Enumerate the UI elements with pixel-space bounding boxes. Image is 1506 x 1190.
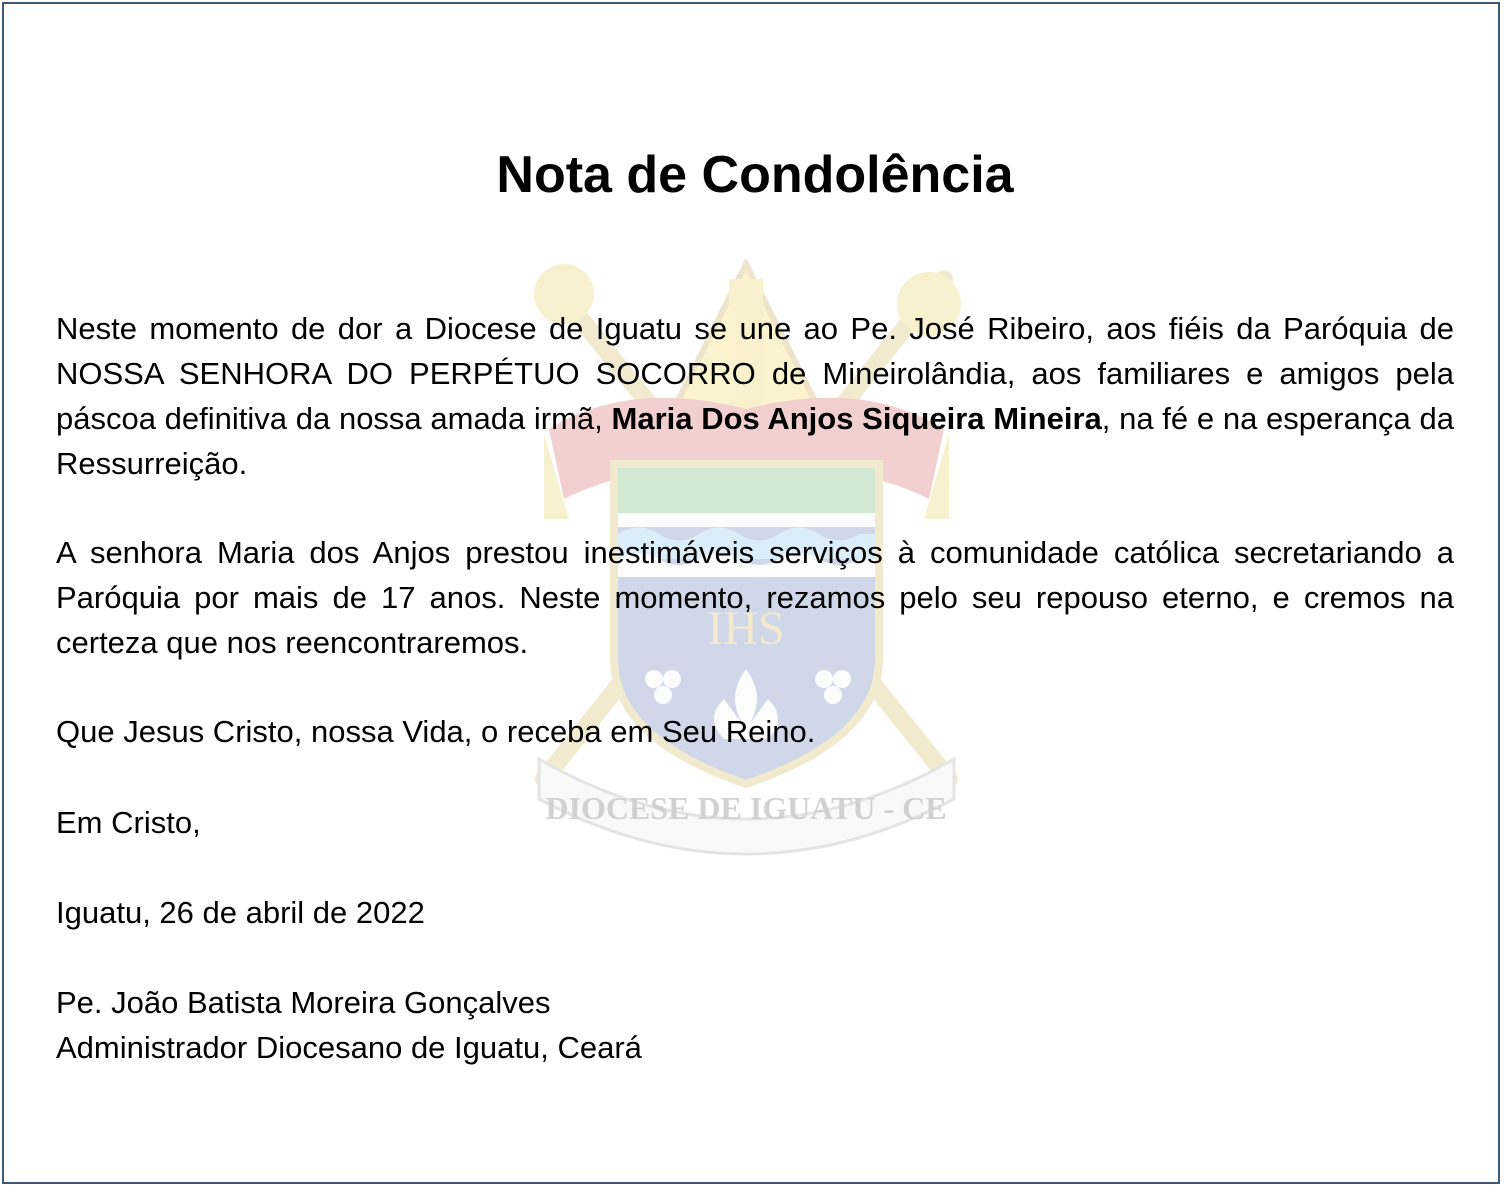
paragraph-condolence [56,306,1454,486]
signatory-title: Administrador Diocesano de Iguatu, Ceará [56,1030,642,1065]
deceased-name: Maria Dos Anjos Siqueira Mineira [611,401,1102,436]
signatory-name: Pe. João Batista Moreira Gonçalves [56,985,551,1020]
paragraph-condolence-end: , na fé e na esperança da Ressurreição. [56,401,1454,481]
document-frame [2,2,1500,1184]
document-title: Nota de Condolência [496,146,1014,204]
paragraph-tribute: A senhora Maria dos Anjos prestou inestimáveis serviços à comunidade católica secretariando a Paróquia por mais de 17 anos. Neste momento, rezamos pelo seu repouso eterno, e cremos na certeza que nos reencontraremos. [56,535,1454,660]
paragraph-condolence-intro: Neste momento de dor a Diocese de Iguatu se une ao Pe. José Ribeiro, aos fiéis da Paróquia de NOSSA SENHORA DO PERPÉTUO SOCORRO de Mineirolândia, aos familiares e amigos pela páscoa definitiva da nossa amada irmã, [56,311,1454,436]
watermark-monogram: IHS [707,602,785,655]
paragraph-blessing: Que Jesus Cristo, nossa Vida, o receba em Seu Reino. [56,714,816,749]
place-and-date: Iguatu, 26 de abril de 2022 [56,895,425,930]
watermark-motto: DIOCESE DE IGUATU - CE [545,790,947,826]
closing-salutation: Em Cristo, [56,805,201,840]
